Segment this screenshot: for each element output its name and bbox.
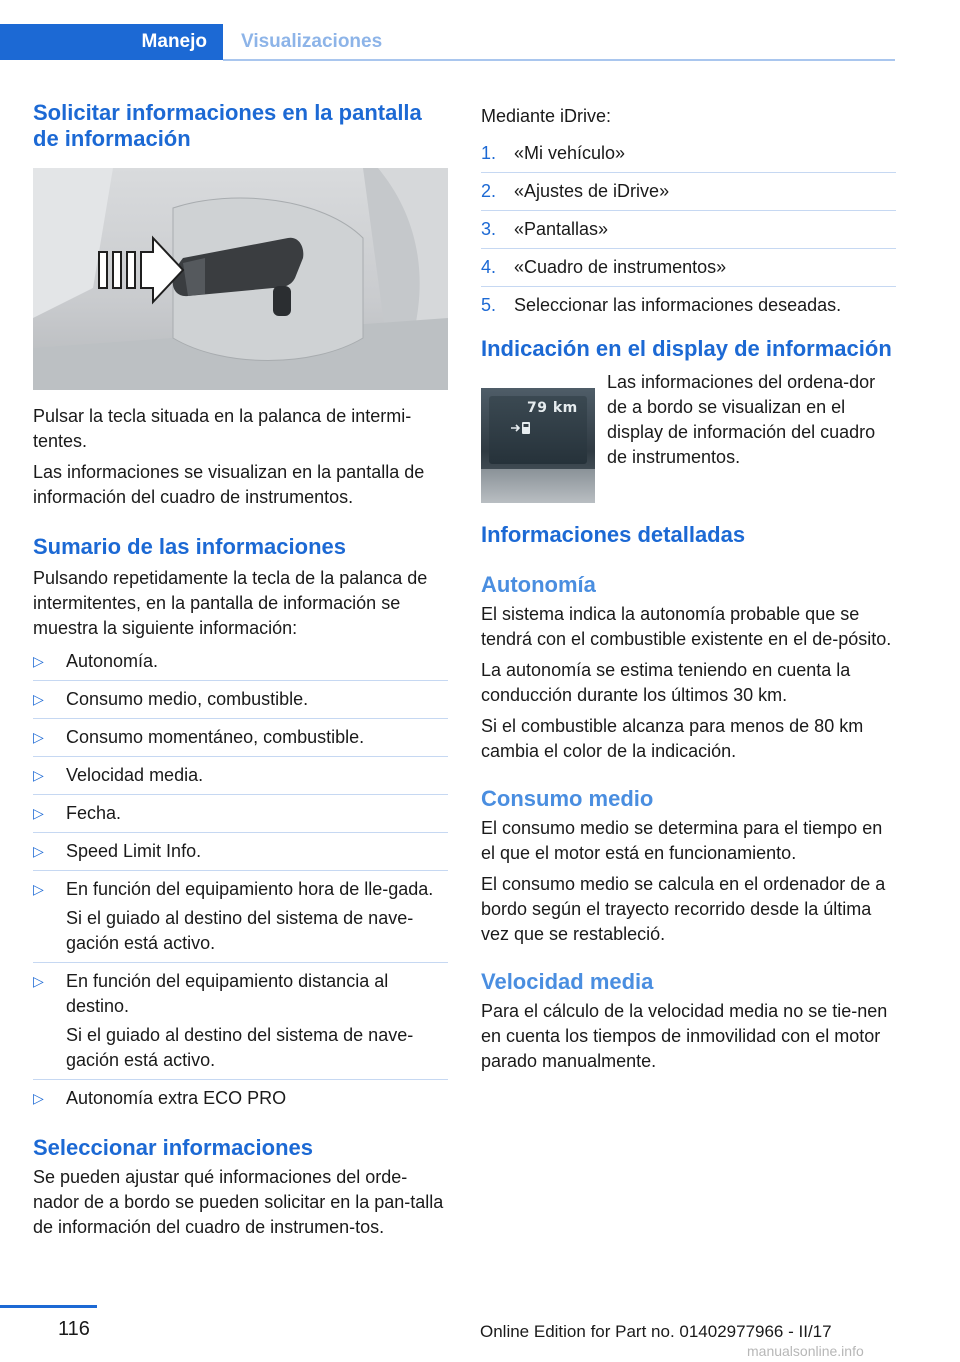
consumption-text-1: El consumo medio se determina para el tiempo en el que el motor está en funcionamiento. xyxy=(481,818,883,863)
select-description: Se pueden ajustar qué informaciones del orde‐nador de a bordo se pueden solicitar en la pan‐talla de información del cuadro de instrumen‐tos. xyxy=(33,1167,444,1237)
list-item: ▷ Velocidad media. xyxy=(33,763,448,795)
list-item: ▷ Fecha. xyxy=(33,801,448,833)
list-item: ▷ En función del equipamiento distancia al destino. Si el guiado al destino del sistema de nave‐gación está activo. xyxy=(33,969,448,1080)
info-list xyxy=(33,649,448,1111)
triangle-bullet-icon: ▷ xyxy=(33,767,44,783)
list-item: ▷ En función del equipamiento hora de lle‐gada. Si el guiado al destino del sistema de nave‐gación está activo. xyxy=(33,877,448,963)
step-item: 2. «Ajustes de iDrive» xyxy=(481,179,896,211)
left-column xyxy=(33,100,448,1240)
heading-detailed-info: Informaciones detalladas xyxy=(481,522,746,547)
display-screen xyxy=(489,396,587,464)
triangle-bullet-icon: ▷ xyxy=(33,729,44,745)
list-item: ▷ Autonomía extra ECO PRO xyxy=(33,1086,448,1111)
display-description: Las informaciones del ordena‐dor de a bordo se visualizan en el display de información del cuadro de instrumentos. xyxy=(607,372,876,467)
page-header xyxy=(0,24,895,62)
triangle-bullet-icon: ▷ xyxy=(33,843,44,859)
heading-summary: Sumario de las informaciones xyxy=(33,534,346,559)
display-readout: 79 km xyxy=(527,400,578,416)
edition-label: Online Edition for Part no. 01402977966 - II/17 xyxy=(480,1322,832,1341)
watermark[interactable]: manualsonline.info xyxy=(747,1343,864,1359)
speed-text: Para el cálculo de la velocidad media no se tie‐nen en cuenta los tiempos de inmovilidad con el motor parado manualmente. xyxy=(481,1001,888,1071)
shown-description: Las informaciones se visualizan en la pantalla de información del cuadro de instrumentos. xyxy=(33,462,425,507)
step-item: 3. «Pantallas» xyxy=(481,217,896,249)
triangle-bullet-icon: ▷ xyxy=(33,1090,44,1106)
triangle-bullet-icon: ▷ xyxy=(33,805,44,821)
chapter-tab[interactable]: Manejo xyxy=(0,24,223,60)
step-item: 1. «Mi vehículo» xyxy=(481,141,896,173)
display-bezel xyxy=(481,469,595,503)
range-text-2: La autonomía se estima teniendo en cuenta la conducción durante los últimos 30 km. xyxy=(481,660,851,705)
section-tab[interactable]: Visualizaciones xyxy=(241,31,383,52)
page-number: 116 xyxy=(58,1318,90,1340)
heading-select-info: Seleccionar informaciones xyxy=(33,1135,313,1160)
range-arrow-fuel-icon xyxy=(511,421,533,435)
info-display-illustration xyxy=(481,388,595,503)
range-text-3: Si el combustible alcanza para menos de 80 km cambia el color de la indicación. xyxy=(481,716,864,761)
list-item: ▷ Consumo momentáneo, combustible. xyxy=(33,725,448,757)
triangle-bullet-icon: ▷ xyxy=(33,973,44,989)
header-divider xyxy=(223,59,895,61)
triangle-bullet-icon: ▷ xyxy=(33,653,44,669)
triangle-bullet-icon: ▷ xyxy=(33,691,44,707)
heading-range: Autonomía xyxy=(481,572,596,597)
consumption-text-2: El consumo medio se calcula en el ordenador de a bordo según el trayecto recorrido desde la última vez que se restableció. xyxy=(481,874,886,944)
triangle-bullet-icon: ▷ xyxy=(33,881,44,897)
press-instruction: Pulsar la tecla situada en la palanca de intermi‐tentes. xyxy=(33,406,412,451)
list-item: ▷ Consumo medio, combustible. xyxy=(33,687,448,719)
heading-display: Indicación en el display de información xyxy=(481,336,892,361)
list-item: ▷ Autonomía. xyxy=(33,649,448,681)
heading-average-consumption: Consumo medio xyxy=(481,786,654,811)
list-item: ▷ Speed Limit Info. xyxy=(33,839,448,871)
footer-divider xyxy=(0,1305,97,1308)
step-item: 5. Seleccionar las informaciones deseadas. xyxy=(481,295,842,315)
turn-signal-lever-illustration xyxy=(33,168,448,390)
right-column xyxy=(481,104,896,1074)
heading-request-info: Solicitar informaciones en la pantalla de información xyxy=(33,100,422,151)
summary-description: Pulsando repetidamente la tecla de la palanca de intermitentes, en la pantalla de información se muestra la siguiente información: xyxy=(33,568,428,638)
step-item: 4. «Cuadro de instrumentos» xyxy=(481,255,896,287)
idrive-intro: Mediante iDrive: xyxy=(481,106,612,126)
idrive-steps xyxy=(481,141,896,324)
heading-average-speed: Velocidad media xyxy=(481,969,654,994)
range-text-1: El sistema indica la autonomía probable que se tendrá con el combustible existente en el de‐pósito. xyxy=(481,604,892,649)
